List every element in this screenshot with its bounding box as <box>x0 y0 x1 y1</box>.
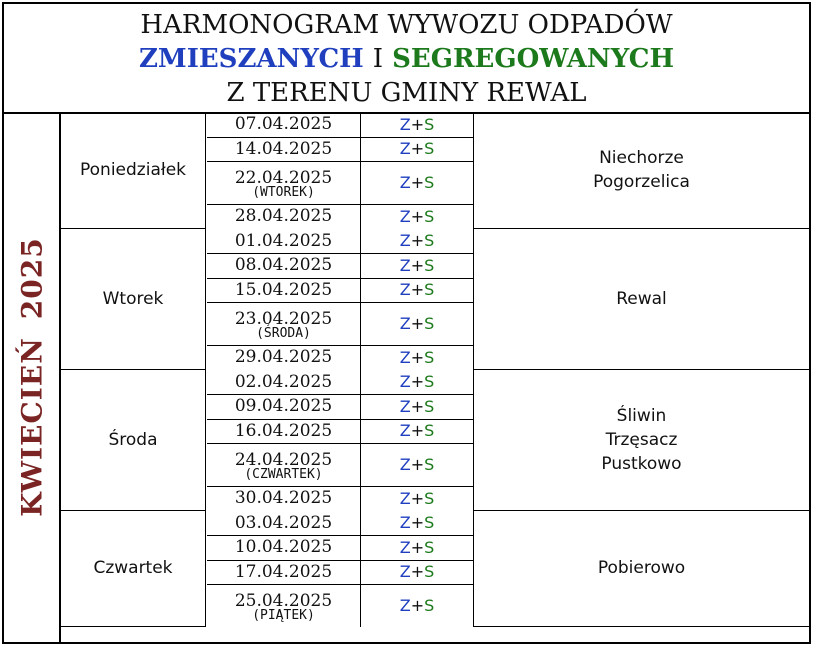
mixed-waste-label: ZMIESZANYCH <box>138 44 364 74</box>
schedule-row <box>207 370 473 396</box>
plus-sign: + <box>410 314 425 333</box>
segregated-code: S <box>424 562 435 582</box>
mixed-code: Z <box>399 421 411 441</box>
locality-cell <box>474 112 809 229</box>
conjunction-label: I <box>372 44 384 74</box>
date-cell <box>207 204 361 229</box>
segregated-code: S <box>424 231 435 251</box>
date-note: (PIĄTEK) <box>252 607 315 623</box>
date-value: 01.04.2025 <box>234 230 333 251</box>
mixed-code: Z <box>399 455 411 474</box>
schedule-row <box>207 161 473 205</box>
schedule-row <box>207 419 473 445</box>
plus-sign: + <box>410 488 425 508</box>
schedule-row <box>207 302 473 346</box>
plus-sign: + <box>410 537 425 557</box>
segregated-code: S <box>424 114 435 134</box>
locality-name: Pogorzelica <box>593 171 690 192</box>
date-cell <box>207 229 361 254</box>
date-value: 16.04.2025 <box>234 420 333 441</box>
waste-code-cell <box>361 302 474 345</box>
header-waste-types <box>4 44 809 74</box>
waste-code-cell <box>361 345 474 370</box>
segregated-code: S <box>424 347 435 367</box>
date-value: 07.04.2025 <box>234 114 333 135</box>
date-value: 10.04.2025 <box>234 537 333 558</box>
date-value: 30.04.2025 <box>234 488 333 509</box>
date-cell <box>207 137 361 162</box>
month-column <box>4 112 61 642</box>
month-year: 2025 <box>15 237 49 320</box>
month-name: KWIECIEŃ <box>15 337 49 517</box>
plus-sign: + <box>410 231 425 251</box>
month-label <box>16 237 49 516</box>
locality-name: Trzęsacz <box>605 429 678 450</box>
segregated-code: S <box>424 206 435 226</box>
schedule-header <box>4 4 809 114</box>
locality-cell <box>474 229 809 370</box>
waste-code-cell <box>361 370 474 395</box>
mixed-code: Z <box>399 255 411 275</box>
weekday-cell <box>61 370 206 511</box>
waste-code-cell <box>361 584 474 627</box>
date-cell <box>207 302 361 345</box>
date-cell <box>207 584 361 627</box>
waste-code-cell <box>361 486 474 511</box>
schedule-row <box>207 486 473 511</box>
date-value: 15.04.2025 <box>234 279 333 300</box>
date-cell <box>207 253 361 278</box>
segregated-code: S <box>424 455 435 474</box>
waste-code-cell <box>361 443 474 486</box>
date-cell <box>207 370 361 395</box>
plus-sign: + <box>410 206 425 226</box>
segregated-code: S <box>424 372 435 392</box>
segregated-code: S <box>424 314 435 333</box>
date-cell <box>207 486 361 511</box>
waste-code-cell <box>361 278 474 303</box>
header-area: Z TERENU GMINY REWAL <box>226 78 587 108</box>
waste-code-cell <box>361 394 474 419</box>
plus-sign: + <box>410 255 425 275</box>
weekday-label: Poniedziałek <box>80 159 186 180</box>
plus-sign: + <box>410 372 425 392</box>
date-cell <box>207 161 361 204</box>
segregated-code: S <box>424 596 435 615</box>
mixed-code: Z <box>399 562 411 582</box>
weekday-cell <box>61 511 206 628</box>
mixed-code: Z <box>399 206 411 226</box>
locality-cell <box>474 511 809 628</box>
schedule-row <box>207 535 473 561</box>
mixed-code: Z <box>399 173 411 192</box>
schedule-row <box>207 204 473 229</box>
mixed-code: Z <box>399 372 411 392</box>
mixed-code: Z <box>399 347 411 367</box>
plus-sign: + <box>410 562 425 582</box>
waste-code-cell <box>361 229 474 254</box>
mixed-code: Z <box>399 596 411 615</box>
date-cell <box>207 278 361 303</box>
date-cell <box>207 443 361 486</box>
mixed-code: Z <box>399 537 411 557</box>
schedule-row <box>207 511 473 537</box>
segregated-code: S <box>424 488 435 508</box>
locality-cell <box>474 370 809 511</box>
weekday-cell <box>61 112 206 229</box>
segregated-code: S <box>424 513 435 533</box>
locality-name: Śliwin <box>616 405 667 426</box>
segregated-code: S <box>424 421 435 441</box>
mixed-code: Z <box>399 488 411 508</box>
segregated-code: S <box>424 139 435 159</box>
plus-sign: + <box>410 596 425 615</box>
segregated-code: S <box>424 537 435 557</box>
segregated-code: S <box>424 396 435 416</box>
date-note: (ŚRODA) <box>256 325 311 341</box>
mixed-code: Z <box>399 114 411 134</box>
date-value: 22.04.2025 <box>234 167 333 188</box>
weekday-label: Środa <box>108 429 158 450</box>
schedule-row <box>207 229 473 255</box>
waste-code-cell <box>361 161 474 204</box>
segregated-code: S <box>424 255 435 275</box>
weekday-label: Wtorek <box>102 288 164 309</box>
header-title: HARMONOGRAM WYWOZU ODPADÓW <box>140 10 673 40</box>
date-cell <box>207 394 361 419</box>
plus-sign: + <box>410 455 425 474</box>
segregated-waste-label: SEGREGOWANYCH <box>392 44 675 74</box>
date-value: 29.04.2025 <box>234 347 333 368</box>
date-value: 09.04.2025 <box>234 396 333 417</box>
weekday-label: Czwartek <box>93 558 173 579</box>
mixed-code: Z <box>399 231 411 251</box>
schedule-sheet <box>2 2 811 644</box>
mixed-code: Z <box>399 139 411 159</box>
date-cell <box>207 511 361 536</box>
waste-code-cell <box>361 511 474 536</box>
waste-code-cell <box>361 253 474 278</box>
waste-code-cell <box>361 419 474 444</box>
date-value: 25.04.2025 <box>234 590 333 611</box>
date-cell <box>207 419 361 444</box>
schedule-row <box>207 253 473 279</box>
waste-code-cell <box>361 137 474 162</box>
waste-code-cell <box>361 112 474 137</box>
schedule-row <box>207 112 473 138</box>
date-cell <box>207 535 361 560</box>
date-value: 02.04.2025 <box>234 371 333 392</box>
date-cell <box>207 345 361 370</box>
plus-sign: + <box>410 513 425 533</box>
mixed-code: Z <box>399 280 411 300</box>
plus-sign: + <box>410 114 425 134</box>
schedule-row <box>207 278 473 304</box>
schedule-row <box>207 443 473 487</box>
date-value: 28.04.2025 <box>234 206 333 227</box>
schedule-row <box>207 584 473 627</box>
plus-sign: + <box>410 421 425 441</box>
date-value: 24.04.2025 <box>234 449 333 470</box>
date-cell <box>207 560 361 585</box>
date-note: (WTOREK) <box>252 184 315 200</box>
weekday-cell <box>61 229 206 370</box>
mixed-code: Z <box>399 396 411 416</box>
mixed-code: Z <box>399 513 411 533</box>
schedule-row <box>207 394 473 420</box>
schedule-row <box>207 345 473 370</box>
date-value: 03.04.2025 <box>234 512 333 533</box>
plus-sign: + <box>410 139 425 159</box>
date-value: 17.04.2025 <box>234 561 333 582</box>
segregated-code: S <box>424 173 435 192</box>
locality-name: Niechorze <box>599 147 684 168</box>
locality-name: Rewal <box>616 288 667 309</box>
plus-sign: + <box>410 173 425 192</box>
segregated-code: S <box>424 280 435 300</box>
locality-name: Pustkowo <box>601 453 682 474</box>
waste-code-cell <box>361 535 474 560</box>
waste-code-cell <box>361 560 474 585</box>
date-note: (CZWARTEK) <box>244 466 323 482</box>
mixed-code: Z <box>399 314 411 333</box>
date-value: 23.04.2025 <box>234 308 333 329</box>
date-cell <box>207 112 361 137</box>
schedule-row <box>207 560 473 586</box>
locality-name: Pobierowo <box>597 558 686 579</box>
schedule-row <box>207 137 473 163</box>
plus-sign: + <box>410 396 425 416</box>
plus-sign: + <box>410 347 425 367</box>
waste-code-cell <box>361 204 474 229</box>
plus-sign: + <box>410 280 425 300</box>
date-value: 08.04.2025 <box>234 255 333 276</box>
date-value: 14.04.2025 <box>234 138 333 159</box>
